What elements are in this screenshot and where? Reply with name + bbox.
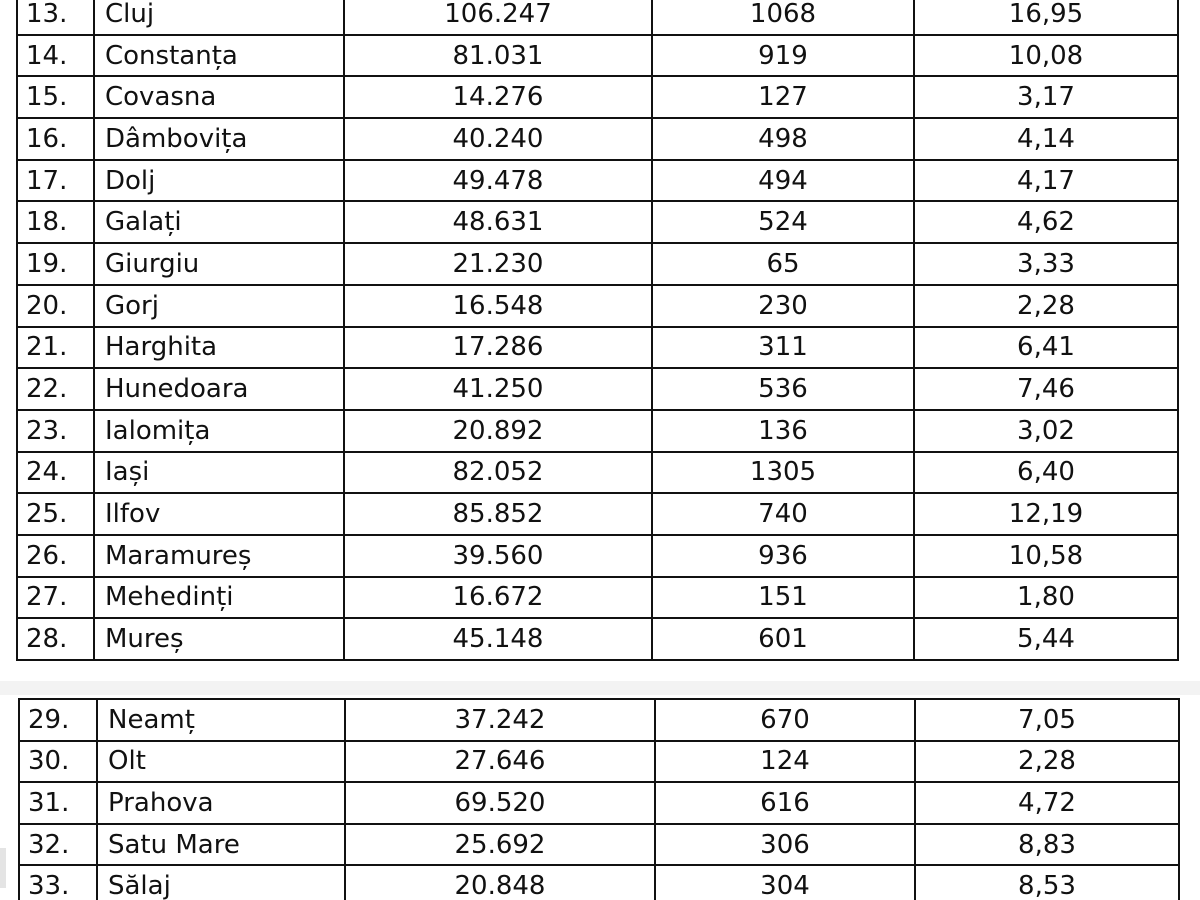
county-name-cell: Dolj	[94, 160, 344, 202]
value3-cell: 4,17	[914, 160, 1178, 202]
value2-cell: 498	[652, 118, 914, 160]
county-table-body	[17, 0, 1178, 660]
county-name-cell: Ialomița	[94, 410, 344, 452]
table-row	[19, 699, 1179, 741]
value2-cell: 306	[655, 824, 915, 866]
value3-cell: 16,95	[914, 0, 1178, 35]
row-number-cell: 13.	[17, 0, 94, 35]
county-name-cell: Mureș	[94, 618, 344, 660]
value3-cell: 6,40	[914, 452, 1178, 494]
value2-cell: 127	[652, 76, 914, 118]
value3-cell: 3,02	[914, 410, 1178, 452]
value1-cell: 45.148	[344, 618, 652, 660]
row-number-cell: 17.	[17, 160, 94, 202]
county-name-cell: Satu Mare	[97, 824, 345, 866]
value1-cell: 48.631	[344, 201, 652, 243]
table-row	[17, 493, 1178, 535]
county-name-cell: Giurgiu	[94, 243, 344, 285]
value2-cell: 304	[655, 865, 915, 900]
row-number-cell: 32.	[19, 824, 97, 866]
table-row	[17, 577, 1178, 619]
value1-cell: 16.672	[344, 577, 652, 619]
value3-cell: 2,28	[915, 741, 1179, 783]
value1-cell: 106.247	[344, 0, 652, 35]
row-number-cell: 18.	[17, 201, 94, 243]
table-row	[17, 368, 1178, 410]
page-edge-mark	[0, 848, 6, 888]
value2-cell: 124	[655, 741, 915, 783]
value3-cell: 1,80	[914, 577, 1178, 619]
value1-cell: 41.250	[344, 368, 652, 410]
value3-cell: 4,14	[914, 118, 1178, 160]
value1-cell: 20.892	[344, 410, 652, 452]
table-row	[17, 76, 1178, 118]
value3-cell: 7,46	[914, 368, 1178, 410]
row-number-cell: 21.	[17, 327, 94, 369]
table-row	[17, 0, 1178, 35]
value1-cell: 82.052	[344, 452, 652, 494]
row-number-cell: 27.	[17, 577, 94, 619]
county-name-cell: Galați	[94, 201, 344, 243]
value2-cell: 494	[652, 160, 914, 202]
value1-cell: 27.646	[345, 741, 655, 783]
table-row	[17, 410, 1178, 452]
value3-cell: 4,72	[915, 782, 1179, 824]
value3-cell: 8,83	[915, 824, 1179, 866]
row-number-cell: 19.	[17, 243, 94, 285]
table-row	[19, 865, 1179, 900]
value2-cell: 601	[652, 618, 914, 660]
county-name-cell: Harghita	[94, 327, 344, 369]
value1-cell: 17.286	[344, 327, 652, 369]
value2-cell: 1305	[652, 452, 914, 494]
county-name-cell: Covasna	[94, 76, 344, 118]
row-number-cell: 28.	[17, 618, 94, 660]
table-row	[19, 782, 1179, 824]
value2-cell: 536	[652, 368, 914, 410]
table-row	[17, 285, 1178, 327]
value2-cell: 524	[652, 201, 914, 243]
value2-cell: 616	[655, 782, 915, 824]
value1-cell: 14.276	[344, 76, 652, 118]
county-name-cell: Neamț	[97, 699, 345, 741]
value2-cell: 670	[655, 699, 915, 741]
value2-cell: 919	[652, 35, 914, 77]
value1-cell: 85.852	[344, 493, 652, 535]
value1-cell: 37.242	[345, 699, 655, 741]
county-name-cell: Hunedoara	[94, 368, 344, 410]
value2-cell: 136	[652, 410, 914, 452]
table-row	[17, 160, 1178, 202]
table-row	[19, 741, 1179, 783]
row-number-cell: 29.	[19, 699, 97, 741]
county-table-top	[16, 0, 1179, 661]
county-name-cell: Constanța	[94, 35, 344, 77]
row-number-cell: 31.	[19, 782, 97, 824]
value1-cell: 49.478	[344, 160, 652, 202]
value3-cell: 3,33	[914, 243, 1178, 285]
value1-cell: 21.230	[344, 243, 652, 285]
row-number-cell: 24.	[17, 452, 94, 494]
value1-cell: 39.560	[344, 535, 652, 577]
value2-cell: 311	[652, 327, 914, 369]
table-row	[17, 118, 1178, 160]
row-number-cell: 20.	[17, 285, 94, 327]
page-break-gap	[0, 681, 1200, 695]
value3-cell: 4,62	[914, 201, 1178, 243]
row-number-cell: 30.	[19, 741, 97, 783]
row-number-cell: 16.	[17, 118, 94, 160]
row-number-cell: 15.	[17, 76, 94, 118]
row-number-cell: 26.	[17, 535, 94, 577]
value3-cell: 5,44	[914, 618, 1178, 660]
value1-cell: 69.520	[345, 782, 655, 824]
table-row	[17, 535, 1178, 577]
value3-cell: 10,08	[914, 35, 1178, 77]
county-name-cell: Gorj	[94, 285, 344, 327]
row-number-cell: 33.	[19, 865, 97, 900]
county-name-cell: Cluj	[94, 0, 344, 35]
table-row	[17, 452, 1178, 494]
value3-cell: 10,58	[914, 535, 1178, 577]
county-name-cell: Mehedinți	[94, 577, 344, 619]
county-name-cell: Maramureș	[94, 535, 344, 577]
value2-cell: 936	[652, 535, 914, 577]
value3-cell: 8,53	[915, 865, 1179, 900]
county-table-bottom	[18, 698, 1180, 900]
table-row	[17, 35, 1178, 77]
value2-cell: 230	[652, 285, 914, 327]
table-row	[17, 201, 1178, 243]
county-name-cell: Sălaj	[97, 865, 345, 900]
value2-cell: 1068	[652, 0, 914, 35]
county-name-cell: Prahova	[97, 782, 345, 824]
county-name-cell: Iași	[94, 452, 344, 494]
value3-cell: 2,28	[914, 285, 1178, 327]
county-table-body	[19, 699, 1179, 900]
table-row	[17, 243, 1178, 285]
row-number-cell: 14.	[17, 35, 94, 77]
table-row	[17, 618, 1178, 660]
value3-cell: 12,19	[914, 493, 1178, 535]
row-number-cell: 23.	[17, 410, 94, 452]
table-row	[19, 824, 1179, 866]
value2-cell: 151	[652, 577, 914, 619]
row-number-cell: 25.	[17, 493, 94, 535]
value2-cell: 740	[652, 493, 914, 535]
county-name-cell: Ilfov	[94, 493, 344, 535]
value3-cell: 7,05	[915, 699, 1179, 741]
value1-cell: 40.240	[344, 118, 652, 160]
county-name-cell: Olt	[97, 741, 345, 783]
row-number-cell: 22.	[17, 368, 94, 410]
value3-cell: 3,17	[914, 76, 1178, 118]
value1-cell: 25.692	[345, 824, 655, 866]
value1-cell: 16.548	[344, 285, 652, 327]
value1-cell: 20.848	[345, 865, 655, 900]
value1-cell: 81.031	[344, 35, 652, 77]
value2-cell: 65	[652, 243, 914, 285]
value3-cell: 6,41	[914, 327, 1178, 369]
county-name-cell: Dâmbovița	[94, 118, 344, 160]
table-row	[17, 327, 1178, 369]
